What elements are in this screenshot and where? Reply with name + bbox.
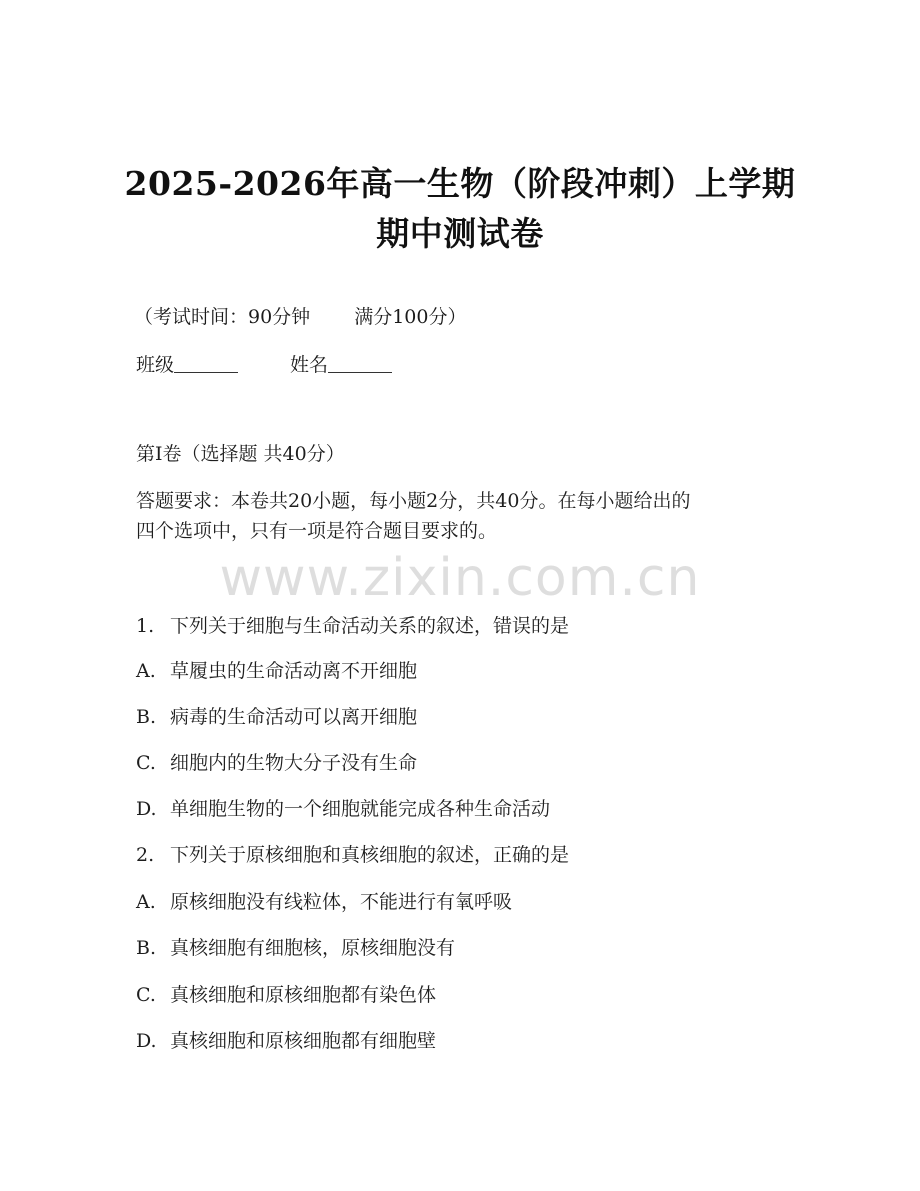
option-letter: B.	[136, 937, 157, 959]
exam-title-line1: 2025-2026年高一生物（阶段冲刺）上学期	[124, 164, 796, 203]
question-2	[136, 843, 569, 867]
option-letter: A.	[136, 891, 156, 913]
question-number: 1.	[136, 615, 155, 637]
question-number: 2.	[136, 844, 155, 866]
option-letter: B.	[136, 706, 157, 728]
option-2d[interactable]	[136, 1029, 436, 1053]
option-1a[interactable]	[136, 659, 417, 683]
instructions-line1: 答题要求：本卷共20小题，每小题2分，共40分。在每小题给出的	[136, 490, 691, 512]
question-1	[136, 614, 569, 638]
option-text: 原核细胞没有线粒体，不能进行有氧呼吸	[170, 891, 513, 913]
option-1b[interactable]	[136, 705, 417, 729]
option-text: 草履虫的生命活动离不开细胞	[170, 660, 418, 682]
option-letter: A.	[136, 660, 156, 682]
option-letter: C.	[136, 752, 156, 774]
option-text: 细胞内的生物大分子没有生命	[170, 752, 418, 774]
option-1d[interactable]	[136, 797, 550, 821]
option-1c[interactable]	[136, 751, 417, 775]
option-text: 真核细胞和原核细胞都有染色体	[170, 984, 437, 1006]
question-stem: 下列关于细胞与生命活动关系的叙述，错误的是	[170, 615, 570, 637]
option-letter: C.	[136, 984, 156, 1006]
option-2a[interactable]	[136, 890, 512, 914]
class-blank[interactable]	[174, 354, 238, 373]
option-letter: D.	[136, 1030, 157, 1052]
class-label: 班级	[136, 354, 175, 376]
watermark: www.zixin.com.cn	[219, 548, 701, 608]
option-2b[interactable]	[136, 936, 455, 960]
instructions-line2: 四个选项中，只有一项是符合题目要求的。	[136, 520, 498, 542]
question-stem: 下列关于原核细胞和真核细胞的叙述，正确的是	[170, 844, 570, 866]
name-blank[interactable]	[328, 354, 392, 373]
option-text: 真核细胞有细胞核，原核细胞没有	[170, 937, 456, 959]
exam-meta	[134, 302, 466, 329]
option-text: 真核细胞和原核细胞都有细胞壁	[170, 1030, 437, 1052]
option-2c[interactable]	[136, 983, 436, 1007]
student-info-row	[136, 350, 392, 377]
section-heading: 第Ⅰ卷（选择题 共40分）	[136, 443, 345, 465]
name-label: 姓名	[290, 354, 329, 376]
option-text: 病毒的生命活动可以离开细胞	[170, 706, 418, 728]
exam-full-score: 满分100分）	[354, 306, 467, 328]
exam-time: （考试时间：90分钟	[134, 306, 311, 328]
option-text: 单细胞生物的一个细胞就能完成各种生命活动	[170, 798, 551, 820]
option-letter: D.	[136, 798, 157, 820]
exam-title-line2: 期中测试卷	[376, 214, 544, 253]
